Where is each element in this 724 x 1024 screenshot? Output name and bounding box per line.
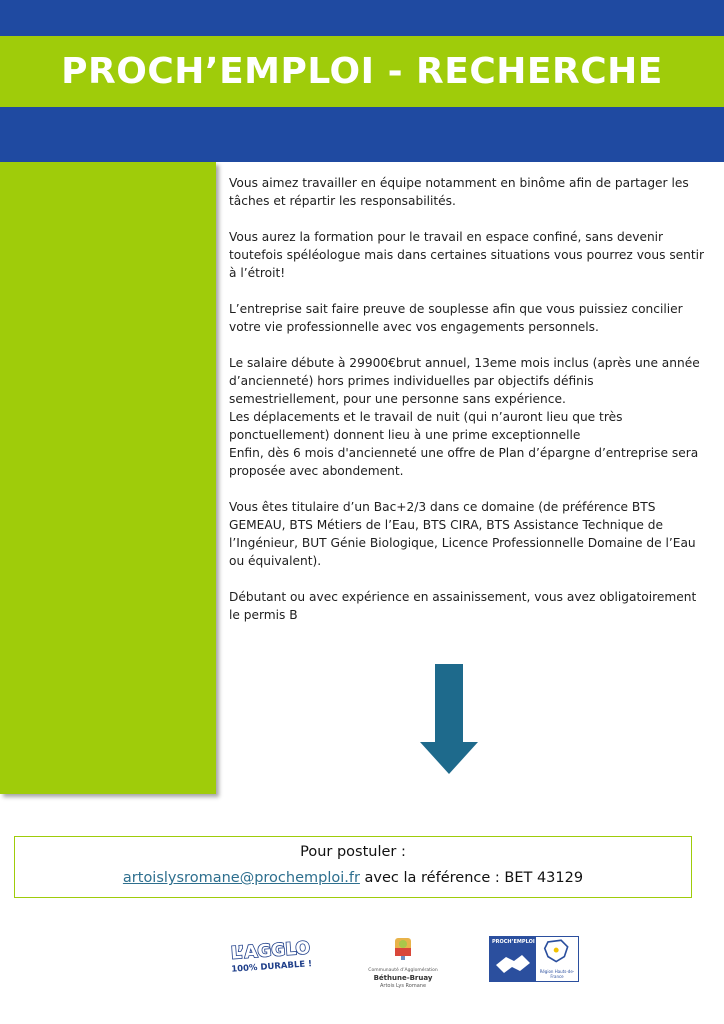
svg-text:100% DURABLE !: 100% DURABLE ! <box>230 959 313 975</box>
svg-text:L’AGGLO: L’AGGLO <box>230 938 311 964</box>
paragraph-training: Vous aurez la formation pour le travail en espace confiné, sans devenir toutefois spéléologue mais dans certaines situations vous pourrez vous sentir à l’étroit! <box>229 230 705 280</box>
paragraph-savings-plan: Enfin, dès 6 mois d'ancienneté une offre de Plan d’épargne d’entreprise sera proposée avec abondement. <box>229 446 699 478</box>
paragraph-experience: Débutant ou avec expérience en assainissement, vous avez obligatoirement le permis B <box>229 590 697 622</box>
paragraph-salary: Le salaire débute à 29900€brut annuel, 13eme mois inclus (après une année d’ancienneté) hors primes individuelles par objectifs définis semestriellement, pour une personne sans expérience. <box>229 356 700 406</box>
arrow-down-icon <box>420 664 478 774</box>
green-side-panel <box>0 162 216 794</box>
bethune-emblem-icon <box>389 934 417 962</box>
paragraph-travel: Les déplacements et le travail de nuit (qui n’auront lieu que très ponctuellement) donnent lieu à une prime exceptionnelle <box>229 410 623 442</box>
partner-logos <box>0 930 724 1000</box>
paragraph-qualifications: Vous êtes titulaire d’un Bac+2/3 dans ce domaine (de préférence BTS GEMEAU, BTS Métiers de l’Eau, BTS CIRA, BTS Assistance Technique de l’Ingénieur, BUT Génie Biologique, Licence Professionnelle Domaine de l’Eau ou équivalent). <box>229 500 696 568</box>
apply-line <box>15 866 691 890</box>
title-bar <box>0 36 724 107</box>
header-blue-band-bottom <box>0 107 724 162</box>
job-description <box>229 174 705 642</box>
apply-box <box>14 836 692 898</box>
paragraph-teamwork: Vous aimez travailler en équipe notamment en binôme afin de partager les tâches et répartir les responsabilités. <box>229 176 689 208</box>
prochemploi-region-logo: PROCH’EMPLOI Région Hauts-de-France <box>489 936 579 982</box>
header-blue-band-top <box>0 0 724 36</box>
agglo-durable-logo <box>225 936 317 980</box>
hauts-de-france-region-icon <box>536 937 578 973</box>
apply-title: Pour postuler : <box>300 844 406 860</box>
apply-reference: avec la référence : BET 43129 <box>359 870 584 886</box>
apply-email-link[interactable]: artoislysromane@prochemploi.fr <box>122 870 360 886</box>
header-banner <box>0 0 724 162</box>
paragraph-flexibility: L’entreprise sait faire preuve de souplesse afin que vous puissiez concilier votre vie professionnelle avec vos engagements personnels. <box>229 302 683 334</box>
handshake-icon <box>490 937 536 981</box>
bethune-bruay-logo: Communauté d’Agglomération Béthune-Bruay Artois Lys Romane <box>362 934 444 994</box>
page-title: PROCH’EMPLOI - RECHERCHE <box>61 51 663 92</box>
